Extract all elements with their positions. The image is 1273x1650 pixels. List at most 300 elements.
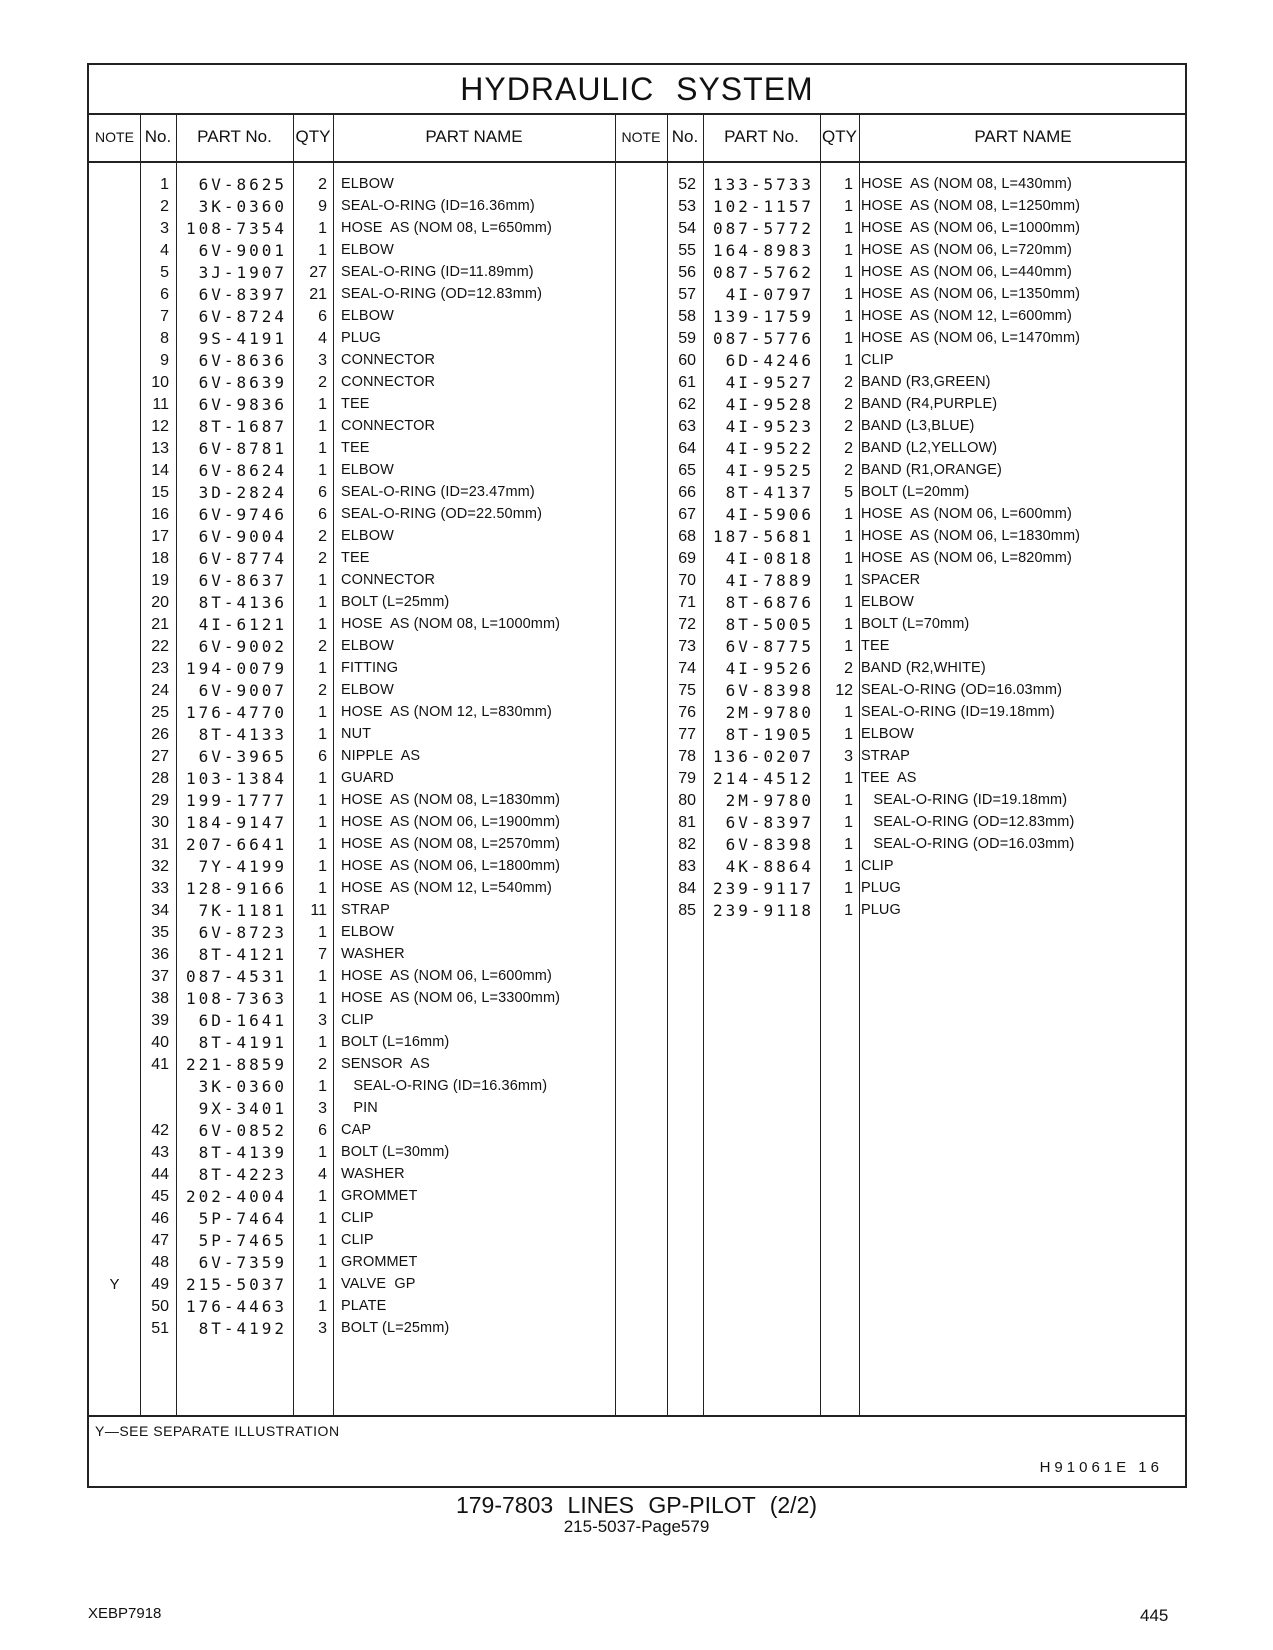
item-number: 81 <box>678 814 696 831</box>
part-number: 6V-8636 <box>198 351 287 370</box>
item-number: 79 <box>678 770 696 787</box>
part-number: 128-9166 <box>185 879 287 898</box>
part-number: 6V-8775 <box>725 637 814 656</box>
quantity: 1 <box>318 660 327 677</box>
part-name: STRAP <box>861 748 910 764</box>
quantity: 1 <box>318 792 327 809</box>
part-number: 6V-8398 <box>725 681 814 700</box>
part-number: 087-4531 <box>185 967 287 986</box>
part-number: 199-1777 <box>185 791 287 810</box>
part-number: 136-0207 <box>712 747 814 766</box>
quantity: 1 <box>318 1188 327 1205</box>
table-row <box>89 283 1185 306</box>
quantity: 1 <box>318 770 327 787</box>
part-name: HOSE AS (NOM 12, L=600mm) <box>861 308 1072 324</box>
part-name: HOSE AS (NOM 06, L=1000mm) <box>861 220 1081 236</box>
table-row <box>89 349 1185 372</box>
item-number: 85 <box>678 902 696 919</box>
part-number: 139-1759 <box>712 307 814 326</box>
item-number: 42 <box>151 1122 169 1139</box>
item-number: 2 <box>160 198 169 215</box>
part-name: PLUG <box>861 880 901 896</box>
page-number: 445 <box>1140 1606 1169 1625</box>
item-number: 51 <box>151 1320 169 1337</box>
quantity: 1 <box>844 902 853 919</box>
part-number: 6V-8774 <box>198 549 287 568</box>
part-number: 108-7363 <box>185 989 287 1008</box>
part-number: 4I-0797 <box>725 285 814 304</box>
part-name: BOLT (L=25mm) <box>341 594 450 610</box>
part-name: CLIP <box>861 858 894 874</box>
item-number: 19 <box>151 572 169 589</box>
part-number: 6V-8723 <box>198 923 287 942</box>
quantity: 2 <box>318 638 327 655</box>
part-number: 6V-8637 <box>198 571 287 590</box>
quantity: 1 <box>318 1078 327 1095</box>
table-row <box>89 789 1185 812</box>
quantity: 6 <box>318 1122 327 1139</box>
item-number: 36 <box>151 946 169 963</box>
part-name: HOSE AS (NOM 06, L=600mm) <box>861 506 1072 522</box>
quantity: 1 <box>844 220 853 237</box>
part-number: 3D-2824 <box>198 483 287 502</box>
item-number: 7 <box>160 308 169 325</box>
part-name: ELBOW <box>861 594 914 610</box>
quantity: 1 <box>844 638 853 655</box>
quantity: 2 <box>844 396 853 413</box>
quantity: 1 <box>318 462 327 479</box>
header-part-name-left: PART NAME <box>425 127 523 146</box>
part-name: TEE <box>341 440 370 456</box>
part-number: 6V-8397 <box>725 813 814 832</box>
table-row <box>89 371 1185 394</box>
quantity: 1 <box>844 726 853 743</box>
item-number: 12 <box>151 418 169 435</box>
item-number: 14 <box>151 462 169 479</box>
item-number: 78 <box>678 748 696 765</box>
item-number: 11 <box>152 396 169 413</box>
part-number: 4I-9525 <box>725 461 814 480</box>
item-number: 34 <box>151 902 169 919</box>
part-number: 4I-9526 <box>725 659 814 678</box>
reference-code: H91061E 16 <box>1039 1459 1163 1476</box>
item-number: 66 <box>678 484 696 501</box>
part-number: 8T-4191 <box>198 1033 287 1052</box>
item-number: 61 <box>678 374 696 391</box>
item-number: 60 <box>678 352 696 369</box>
part-number: 202-4004 <box>185 1187 287 1206</box>
part-number: 5P-7464 <box>198 1209 287 1228</box>
part-number: 4K-8864 <box>725 857 814 876</box>
part-name: HOSE AS (NOM 08, L=1830mm) <box>341 792 561 808</box>
part-number: 6V-3965 <box>198 747 287 766</box>
item-number: 46 <box>151 1210 169 1227</box>
part-name: BOLT (L=70mm) <box>861 616 970 632</box>
header-no-right: No. <box>671 127 699 146</box>
part-name: HOSE AS (NOM 08, L=2570mm) <box>341 836 561 852</box>
part-number: 6V-9002 <box>198 637 287 656</box>
table-row <box>89 261 1185 284</box>
table-row <box>89 1097 1185 1120</box>
quantity: 2 <box>844 374 853 391</box>
part-name: HOSE AS (NOM 08, L=650mm) <box>341 220 552 236</box>
quantity: 2 <box>844 440 853 457</box>
part-name: BAND (R2,WHITE) <box>861 660 986 676</box>
parts-table-frame <box>87 63 1187 1488</box>
part-number: 4I-0818 <box>725 549 814 568</box>
quantity: 1 <box>844 836 853 853</box>
part-name: BAND (L2,YELLOW) <box>861 440 998 456</box>
part-name: TEE <box>341 396 370 412</box>
part-name: PLUG <box>861 902 901 918</box>
item-number: 6 <box>160 286 169 303</box>
part-name: BAND (R4,PURPLE) <box>861 396 998 412</box>
quantity: 3 <box>318 1100 327 1117</box>
quantity: 1 <box>844 770 853 787</box>
quantity: 1 <box>318 1276 327 1293</box>
item-number: 39 <box>151 1012 169 1029</box>
table-row <box>89 1273 1185 1296</box>
quantity: 1 <box>844 550 853 567</box>
part-name: HOSE AS (NOM 08, L=430mm) <box>861 176 1072 192</box>
item-number: 32 <box>151 858 169 875</box>
quantity: 2 <box>844 418 853 435</box>
part-number: 6V-8624 <box>198 461 287 480</box>
quantity: 1 <box>318 1254 327 1271</box>
quantity: 1 <box>844 880 853 897</box>
table-row <box>89 459 1185 482</box>
header-note-left: NOTE <box>95 129 134 145</box>
header-part-name-right: PART NAME <box>974 127 1072 146</box>
quantity: 7 <box>318 946 327 963</box>
quantity: 1 <box>318 418 327 435</box>
table-row <box>89 195 1185 218</box>
part-number: 214-4512 <box>712 769 814 788</box>
part-name: ELBOW <box>341 308 394 324</box>
item-number: 74 <box>678 660 696 677</box>
table-row <box>89 1229 1185 1252</box>
quantity: 3 <box>318 1012 327 1029</box>
item-number: 10 <box>151 374 169 391</box>
part-number: 6V-9004 <box>198 527 287 546</box>
table-row <box>89 1141 1185 1164</box>
quantity: 2 <box>318 528 327 545</box>
part-number: 4I-9528 <box>725 395 814 414</box>
table-row <box>89 591 1185 614</box>
item-number: 52 <box>678 176 696 193</box>
part-number: 5P-7465 <box>198 1231 287 1250</box>
part-number: 4I-6121 <box>198 615 287 634</box>
part-number: 6V-9836 <box>198 395 287 414</box>
part-number: 8T-5005 <box>725 615 814 634</box>
quantity: 1 <box>844 286 853 303</box>
item-number: 53 <box>678 198 696 215</box>
quantity: 1 <box>318 616 327 633</box>
quantity: 27 <box>309 264 327 281</box>
item-number: 58 <box>678 308 696 325</box>
part-number: 187-5681 <box>712 527 814 546</box>
part-number: 2M-9780 <box>725 703 814 722</box>
part-number: 9S-4191 <box>198 329 287 348</box>
item-number: 21 <box>151 616 169 633</box>
item-number: 47 <box>151 1232 169 1249</box>
part-number: 7K-1181 <box>198 901 287 920</box>
quantity: 1 <box>844 242 853 259</box>
header-part-no-right: PART No. <box>724 127 799 146</box>
part-number: 215-5037 <box>185 1275 287 1294</box>
part-name: HOSE AS (NOM 06, L=600mm) <box>341 968 552 984</box>
part-number: 239-9118 <box>712 901 814 920</box>
item-number: 18 <box>151 550 169 567</box>
part-name: STRAP <box>341 902 390 918</box>
item-number: 17 <box>151 528 169 545</box>
quantity: 1 <box>318 924 327 941</box>
header-qty-right: QTY <box>822 127 857 146</box>
part-name: SEAL-O-RING (ID=19.18mm) <box>861 792 1068 808</box>
part-number: 3K-0360 <box>198 197 287 216</box>
part-name: HOSE AS (NOM 06, L=720mm) <box>861 242 1072 258</box>
quantity: 1 <box>318 440 327 457</box>
part-number: 2M-9780 <box>725 791 814 810</box>
part-number: 8T-4136 <box>198 593 287 612</box>
part-number: 6V-7359 <box>198 1253 287 1272</box>
table-row <box>89 811 1185 834</box>
part-name: NUT <box>341 726 372 742</box>
part-name: ELBOW <box>341 638 394 654</box>
part-number: 8T-4192 <box>198 1319 287 1338</box>
quantity: 1 <box>318 1034 327 1051</box>
part-number: 184-9147 <box>185 813 287 832</box>
table-row <box>89 547 1185 570</box>
quantity: 6 <box>318 484 327 501</box>
part-number: 087-5772 <box>712 219 814 238</box>
part-name: WASHER <box>341 1166 405 1182</box>
part-name: PIN <box>341 1100 378 1116</box>
item-number: 31 <box>151 836 169 853</box>
part-name: ELBOW <box>861 726 914 742</box>
item-number: 84 <box>678 880 696 897</box>
part-name: PLATE <box>341 1298 387 1314</box>
part-number: 194-0079 <box>185 659 287 678</box>
table-row <box>89 965 1185 988</box>
item-number: 5 <box>160 264 169 281</box>
quantity: 2 <box>318 1056 327 1073</box>
quantity: 1 <box>318 220 327 237</box>
quantity: 1 <box>844 198 853 215</box>
part-name: ELBOW <box>341 462 394 478</box>
item-number: 15 <box>151 484 169 501</box>
table-row <box>89 503 1185 526</box>
quantity: 1 <box>318 1210 327 1227</box>
table-row <box>89 393 1185 416</box>
part-name: SPACER <box>861 572 921 588</box>
quantity: 21 <box>309 286 327 303</box>
item-number: 62 <box>678 396 696 413</box>
item-number: 30 <box>151 814 169 831</box>
item-number: 65 <box>678 462 696 479</box>
part-name: SEAL-O-RING (OD=16.03mm) <box>861 836 1075 852</box>
quantity: 1 <box>844 176 853 193</box>
item-number: 56 <box>678 264 696 281</box>
item-number: 49 <box>151 1276 169 1293</box>
part-name: GROMMET <box>341 1188 418 1204</box>
part-name: HOSE AS (NOM 06, L=1350mm) <box>861 286 1081 302</box>
item-number: 8 <box>160 330 169 347</box>
part-name: HOSE AS (NOM 08, L=1250mm) <box>861 198 1081 214</box>
item-number: 45 <box>151 1188 169 1205</box>
header-no-left: No. <box>144 127 172 146</box>
quantity: 2 <box>318 176 327 193</box>
part-number: 4I-7889 <box>725 571 814 590</box>
quantity: 1 <box>318 1232 327 1249</box>
part-number: 9X-3401 <box>198 1099 287 1118</box>
table-bottom-divider <box>89 1415 1185 1417</box>
part-name: FITTING <box>341 660 399 676</box>
table-row <box>89 1031 1185 1054</box>
table-row <box>89 679 1185 702</box>
part-name: CLIP <box>341 1012 374 1028</box>
part-number: 102-1157 <box>712 197 814 216</box>
part-number: 6V-0852 <box>198 1121 287 1140</box>
table-row <box>89 1163 1185 1186</box>
part-number: 6V-8398 <box>725 835 814 854</box>
part-number: 6V-9001 <box>198 241 287 260</box>
quantity: 2 <box>844 462 853 479</box>
table-row <box>89 701 1185 724</box>
part-name: SEAL-O-RING (OD=12.83mm) <box>861 814 1075 830</box>
quantity: 1 <box>318 242 327 259</box>
table-row <box>89 327 1185 350</box>
table-row <box>89 1185 1185 1208</box>
item-number: 72 <box>678 616 696 633</box>
part-number: 207-6641 <box>185 835 287 854</box>
quantity: 6 <box>318 308 327 325</box>
table-row <box>89 437 1185 460</box>
quantity: 3 <box>318 1320 327 1337</box>
illustration-subcaption: 215-5037-Page579 <box>563 1517 710 1536</box>
quantity: 1 <box>318 726 327 743</box>
part-number: 3J-1907 <box>198 263 287 282</box>
quantity: 1 <box>844 506 853 523</box>
part-number: 8T-4223 <box>198 1165 287 1184</box>
item-number: 82 <box>678 836 696 853</box>
part-name: SEAL-O-RING (OD=16.03mm) <box>861 682 1063 698</box>
part-name: HOSE AS (NOM 06, L=1830mm) <box>861 528 1081 544</box>
quantity: 1 <box>318 880 327 897</box>
part-number: 221-8859 <box>185 1055 287 1074</box>
part-number: 6V-9746 <box>198 505 287 524</box>
table-row <box>89 745 1185 768</box>
part-name: NIPPLE AS <box>341 748 421 764</box>
part-name: TEE <box>341 550 370 566</box>
table-row <box>89 657 1185 680</box>
item-number: 57 <box>678 286 696 303</box>
part-number: 8T-4137 <box>725 483 814 502</box>
table-row <box>89 855 1185 878</box>
quantity: 1 <box>318 396 327 413</box>
header-qty-left: QTY <box>295 127 331 146</box>
item-number: 63 <box>678 418 696 435</box>
part-name: GUARD <box>341 770 394 786</box>
part-number: 087-5776 <box>712 329 814 348</box>
part-number: 239-9117 <box>712 879 814 898</box>
quantity: 1 <box>318 572 327 589</box>
part-name: BAND (R1,ORANGE) <box>861 462 1002 478</box>
table-row <box>89 569 1185 592</box>
part-name: HOSE AS (NOM 06, L=1800mm) <box>341 858 561 874</box>
part-name: ELBOW <box>341 682 394 698</box>
part-name: BOLT (L=20mm) <box>861 484 970 500</box>
item-number: 70 <box>678 572 696 589</box>
part-number: 4I-9522 <box>725 439 814 458</box>
table-row <box>89 943 1185 966</box>
part-name: SEAL-O-RING (ID=19.18mm) <box>861 704 1055 720</box>
part-name: ELBOW <box>341 924 394 940</box>
item-number: 48 <box>151 1254 169 1271</box>
quantity: 1 <box>844 594 853 611</box>
item-number: 20 <box>151 594 169 611</box>
table-row <box>89 767 1185 790</box>
quantity: 1 <box>844 528 853 545</box>
part-number: 087-5762 <box>712 263 814 282</box>
item-number: 22 <box>151 638 169 655</box>
part-name: HOSE AS (NOM 06, L=3300mm) <box>341 990 561 1006</box>
table-row <box>89 987 1185 1010</box>
quantity: 1 <box>844 858 853 875</box>
part-name: CLIP <box>861 352 894 368</box>
quantity: 2 <box>844 660 853 677</box>
table-row <box>89 1317 1185 1340</box>
table-row <box>89 613 1185 636</box>
part-number: 6V-8724 <box>198 307 287 326</box>
quantity: 5 <box>844 484 853 501</box>
part-number: 8T-4121 <box>198 945 287 964</box>
part-name: HOSE AS (NOM 08, L=1000mm) <box>341 616 561 632</box>
part-number: 8T-4133 <box>198 725 287 744</box>
part-number: 8T-1687 <box>198 417 287 436</box>
table-row <box>89 877 1185 900</box>
item-number: 28 <box>151 770 169 787</box>
quantity: 1 <box>844 792 853 809</box>
table-row <box>89 173 1185 196</box>
item-number: 13 <box>151 440 169 457</box>
quantity: 1 <box>318 814 327 831</box>
item-number: 29 <box>151 792 169 809</box>
part-name: BOLT (L=25mm) <box>341 1320 450 1336</box>
table-row <box>89 833 1185 856</box>
quantity: 1 <box>318 1298 327 1315</box>
part-number: 176-4463 <box>185 1297 287 1316</box>
item-number: 71 <box>678 594 696 611</box>
item-number: 73 <box>678 638 696 655</box>
quantity: 1 <box>844 616 853 633</box>
part-name: BAND (L3,BLUE) <box>861 418 975 434</box>
quantity: 1 <box>844 572 853 589</box>
part-name: SEAL-O-RING (OD=22.50mm) <box>341 506 543 522</box>
quantity: 11 <box>310 902 327 919</box>
quantity: 1 <box>318 990 327 1007</box>
footnote: Y—SEE SEPARATE ILLUSTRATION <box>95 1423 340 1439</box>
part-number: 3K-0360 <box>198 1077 287 1096</box>
header-part-no-left: PART No. <box>197 127 272 146</box>
quantity: 2 <box>318 550 327 567</box>
part-name: BOLT (L=16mm) <box>341 1034 450 1050</box>
part-name: HOSE AS (NOM 06, L=820mm) <box>861 550 1072 566</box>
item-number: 23 <box>151 660 169 677</box>
quantity: 1 <box>844 308 853 325</box>
part-number: 8T-4139 <box>198 1143 287 1162</box>
part-number: 176-4770 <box>185 703 287 722</box>
